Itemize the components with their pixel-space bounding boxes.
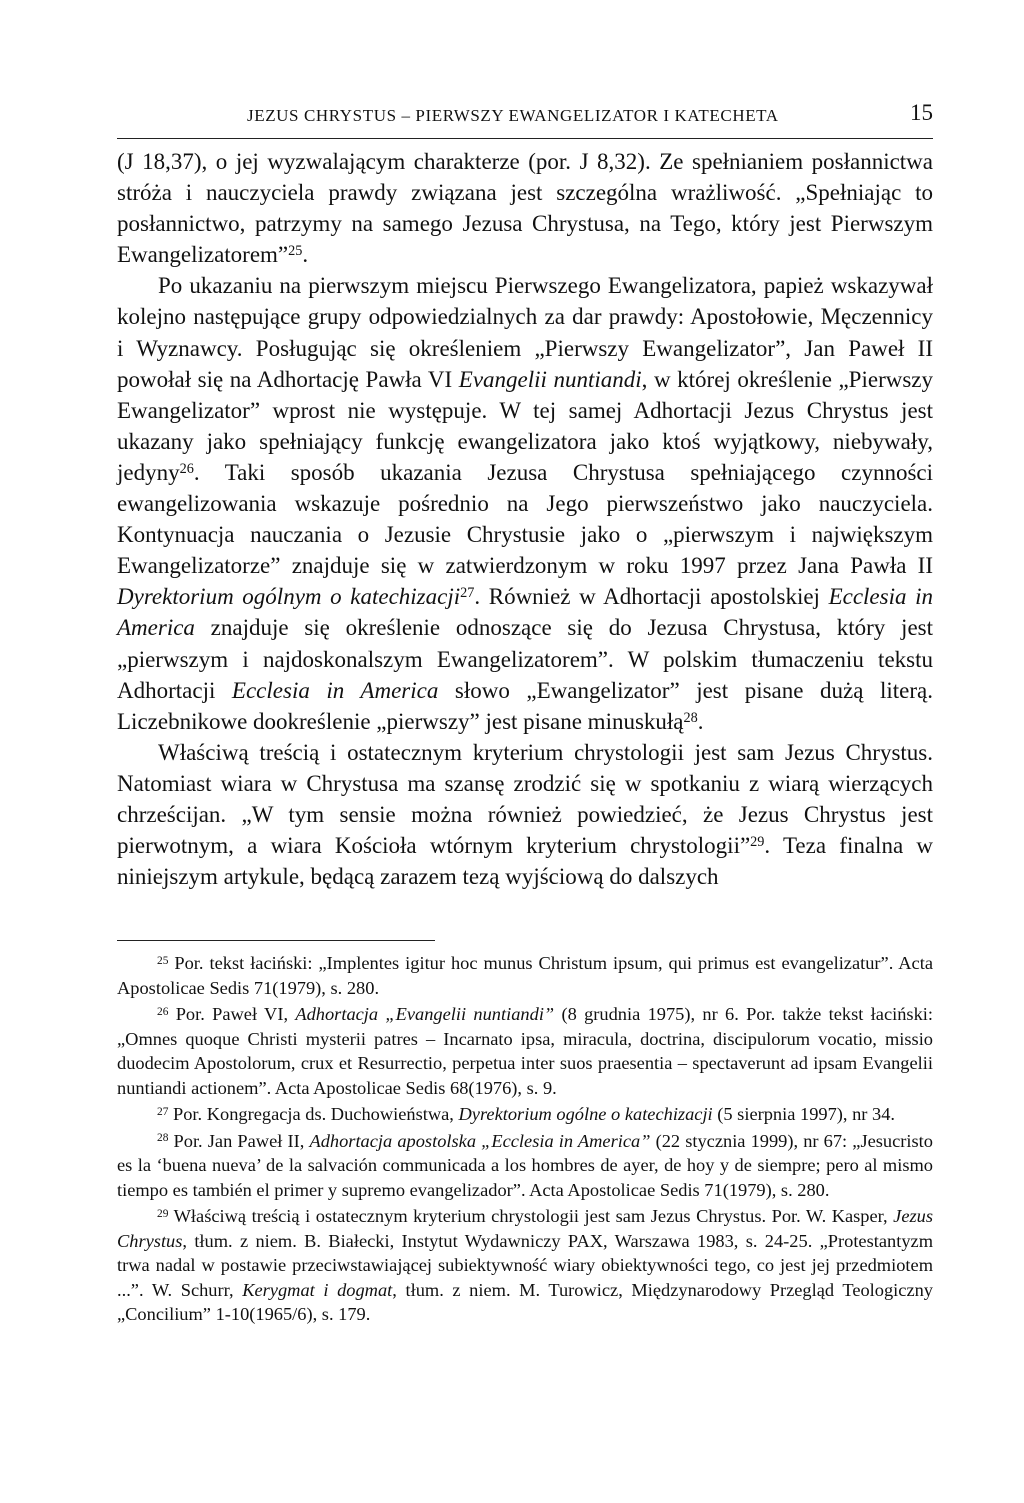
footnote-ref-27: 27 xyxy=(460,585,475,602)
footnote-text: (8 grudnia 1975), nr 6. Por. także tekst łaciński: „Omnes quoque Christi mysterii patres – Incarnato ipsa, miracula, doctrina, discipulorum vocatio, missio duodecim Apostolorum, crux et Resurrectio, perpetua inter suos praesentia – spectaverunt ad ipsam Evangelii nuntiandi actionem”. Acta Apostolicae Sedis 68(1976), s. 9. xyxy=(117,1004,933,1098)
main-text xyxy=(117,146,933,892)
footnote-text: Por. Paweł VI, xyxy=(168,1004,296,1024)
text-run: . xyxy=(697,708,704,734)
footnote-28 xyxy=(117,1129,933,1203)
text-run: Po ukazaniu na pierwszym miejscu Pierwszego Ewangelizatora, papież wskazywał kolejno następujące grupy odpowiedzialnych za dar prawdy: Apostołowie, Męczennicy i Wyznawcy. Posługując się określeniem „Pierwszy Ewangelizator”, Jan Paweł II powołał się na Adhortację Pawła VI xyxy=(117,273,933,392)
text-run: . Taki sposób ukazania Jezusa Chrystusa spełniającego czynności ewangelizowania wskazuje pośrednio na Jego pierwszeństwo jako nauczyciela. Kontynuacja nauczania o Jezusie Chrystusie jako o „pierwszym i największym Ewangelizatorze” znajduje się w zatwierdzonym w roku 1997 przez Jana Pawła II xyxy=(117,459,933,579)
footnotes xyxy=(117,951,933,1329)
italic-title: Ecclesia in America xyxy=(117,584,933,641)
text-run: Właściwą treścią i ostatecznym kryterium chrystologii jest sam Jezus Chrystus. Natomiast wiara w Chrystusa ma szansę zrodzić się w spotkaniu z wiarą wierzących chrześcijan. „W tym sensie można również powiedzieć, że Jezus Chrystus jest pierwotnym, a wiara Kościoła wtórnym kryterium chrystologii” xyxy=(117,739,933,859)
footnote-25 xyxy=(117,951,933,1000)
italic-title: Jezus Chrystus xyxy=(117,1206,933,1251)
text-run: . xyxy=(302,242,309,268)
footnote-number: 25 xyxy=(157,954,169,967)
footnote-text: Właściwą treścią i ostatecznym kryterium chrystologii jest sam Jezus Chrystus. Por. W. Kasper, xyxy=(168,1206,894,1226)
footnote-ref-28: 28 xyxy=(683,709,698,726)
text-run: , w której określenie „Pierwszy Ewangelizator” wprost nie występuje. W tej samej Adhortacji Jezus Chrystus jest ukazany jako spełniający funkcję ewangelizatora jako ktoś wyjątkowy, niebywały, jedyny xyxy=(117,366,933,485)
footnote-27 xyxy=(117,1102,933,1127)
footnote-text: (5 sierpnia 1997), nr 34. xyxy=(712,1104,896,1124)
footnote-number: 27 xyxy=(157,1105,169,1118)
footnote-text: , tłum. z niem. B. Białecki, Instytut Wydawniczy PAX, Warszawa 1983, s. 24-25. „Protestantyzm trwa nadal w postawie przeciwstawiającej subiektywność wiary obiektywności tego, co jest jej przedmiotem ...”. W. Schurr, xyxy=(117,1230,933,1300)
footnote-divider xyxy=(117,940,435,941)
text-run: znajduje się określenie odnoszące się do Jezusa Chrystusa, który jest „pierwszym i najdoskonalszym Ewangelizatorem”. W polskim tłumaczeniu tekstu Adhortacji xyxy=(117,615,933,703)
italic-title: Dyrektorium ogólne o katechizacji xyxy=(458,1104,713,1124)
paragraph-3 xyxy=(117,737,933,892)
footnote-text: Por. Kongregacja ds. Duchowieństwa, xyxy=(168,1104,459,1124)
italic-title: Kerygmat i dogmat xyxy=(242,1279,393,1300)
footnote-number: 28 xyxy=(157,1132,169,1145)
text-run: . Teza finalna w niniejszym artykule, będącą zarazem tezą wyjściową do dalszych xyxy=(117,833,933,890)
paragraph-2 xyxy=(117,270,933,736)
footnote-text: Por. tekst łaciński: „Implentes igitur hoc munus Christum ipsum, qui primus est evangelizatur”. Acta Apostolicae Sedis 71(1979), s. 280. xyxy=(117,953,933,998)
footnote-text: Por. Jan Paweł II, xyxy=(168,1130,310,1151)
footnote-text: , tłum. z niem. M. Turowicz, Międzynarodowy Przegląd Teologiczny „Concilium” 1-10(1965/6), s. 179. xyxy=(117,1279,934,1324)
paragraph-1 xyxy=(117,146,933,270)
footnote-ref-25: 25 xyxy=(288,243,303,260)
footnote-26 xyxy=(117,1002,933,1100)
footnote-29 xyxy=(117,1204,933,1327)
text-run: (J 18,37), o jej wyzwalającym charakterze (por. J 8,32). Ze spełnianiem posłannictwa stróża i nauczyciela prawdy związana jest szczególna wrażliwość. „Spełniając to posłannictwo, patrzymy na samego Jezusa Chrystusa, na Tego, który jest Pierwszym Ewangelizatorem” xyxy=(117,149,933,268)
page-number: 15 xyxy=(910,100,933,125)
footnote-ref-26: 26 xyxy=(179,461,194,478)
running-title: JEZUS CHRYSTUS – PIERWSZY EWANGELIZATOR I KATECHETA xyxy=(247,106,779,125)
italic-title: Ecclesia in America xyxy=(231,677,439,703)
italic-title: Evangelii nuntiandi xyxy=(458,366,642,392)
footnote-text: (22 stycznia 1999), nr 67: „Jesucristo es la ‘buena nueva’ de la salvación communicada a los hombres de ayer, de hoy y de siempre; pero al mismo tiempo es también el primer y supremo evangelizador”. Acta Apostolicae Sedis 71(1979), s. 280. xyxy=(117,1130,933,1200)
text-run: słowo „Ewangelizator” jest pisane dużą literą. Liczebnikowe dookreślenie „pierwszy” jest pisane minuskułą xyxy=(117,677,933,734)
italic-title: Adhortacja „Evangelii nuntiandi” xyxy=(295,1004,555,1024)
footnote-ref-29: 29 xyxy=(750,834,765,851)
text-run: . Również w Adhortacji apostolskiej xyxy=(474,584,829,610)
footnote-number: 26 xyxy=(157,1005,169,1018)
footnote-number: 29 xyxy=(157,1207,169,1220)
italic-title: Dyrektorium ogólnym o katechizacji xyxy=(117,584,461,610)
italic-title: Adhortacja apostolska „Ecclesia in America” xyxy=(309,1130,651,1151)
running-header xyxy=(117,100,933,139)
